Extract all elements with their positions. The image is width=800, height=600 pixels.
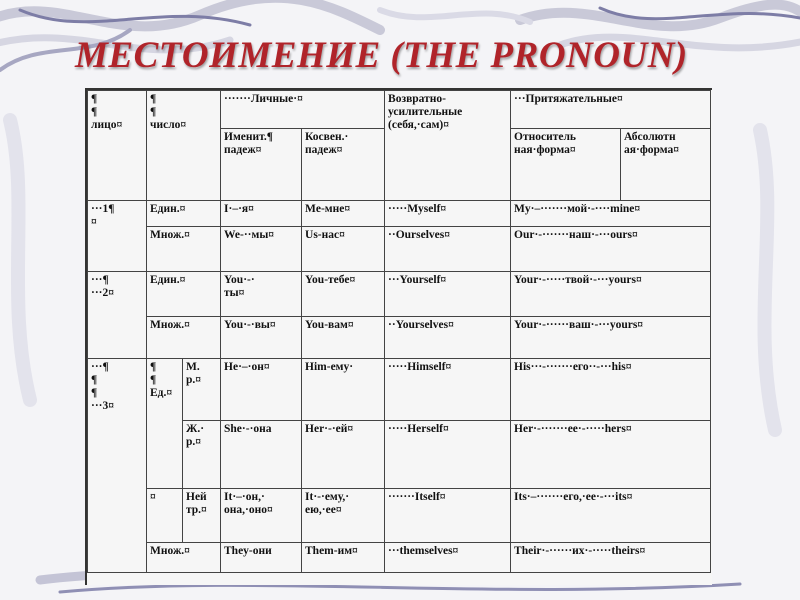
oblique-cell: You-тебе¤ [302, 272, 385, 317]
header-possessive: ···Притяжательные¤ [511, 91, 711, 129]
table-row [88, 543, 711, 573]
oblique-cell: Us-нас¤ [302, 227, 385, 272]
header-face: ¶ ¶ лицо¤ [88, 91, 147, 201]
possessive-cell: Our·-·······наш·-···ours¤ [511, 227, 711, 272]
number-cell: Един.¤ [147, 272, 221, 317]
number-cell-blank: ¤ [147, 489, 183, 543]
person-label-2: ···¶ ···2¤ [88, 272, 147, 359]
number-cell-singular-3: ¶ ¶ Ед.¤ [147, 359, 183, 489]
header-number: ¶ ¶ число¤ [147, 91, 221, 201]
possessive-cell: Your·-······ваш·-···yours¤ [511, 317, 711, 359]
reflexive-cell: ···themselves¤ [385, 543, 511, 573]
reflexive-cell: ·····Himself¤ [385, 359, 511, 421]
table-row [88, 317, 711, 359]
nominative-cell: You·-·вы¤ [221, 317, 302, 359]
possessive-cell: Her·-·······ее·-·····hers¤ [511, 421, 711, 489]
nominative-cell: You·-· ты¤ [221, 272, 302, 317]
pronoun-table [87, 90, 711, 573]
reflexive-cell: ··Ourselves¤ [385, 227, 511, 272]
nominative-cell: They-они [221, 543, 302, 573]
slide-title: МЕСТОИМЕНИЕ (THE PRONOUN) [75, 35, 688, 76]
table-header-row [88, 91, 711, 129]
table-row [88, 201, 711, 227]
gender-cell-neuter: Ней тр.¤ [183, 489, 221, 543]
possessive-cell: My·–·······мой·-····mine¤ [511, 201, 711, 227]
oblique-cell: You-вам¤ [302, 317, 385, 359]
gender-cell-feminine: Ж.· р.¤ [183, 421, 221, 489]
table-row [88, 227, 711, 272]
nominative-cell: She·-·она [221, 421, 302, 489]
header-nominative: Именит.¶ падеж¤ [221, 129, 302, 201]
table-row [88, 489, 711, 543]
possessive-cell: His···-·······его··-···his¤ [511, 359, 711, 421]
reflexive-cell: ···Yourself¤ [385, 272, 511, 317]
number-cell: Един.¤ [147, 201, 221, 227]
possessive-cell: Their·-······их·-·····theirs¤ [511, 543, 711, 573]
possessive-cell: Its·–·······его,·ее·-···its¤ [511, 489, 711, 543]
possessive-cell: Your·-·····твой·-···yours¤ [511, 272, 711, 317]
person-label-3: ···¶ ¶ ¶ ···3¤ [88, 359, 147, 573]
nominative-cell: We-··мы¤ [221, 227, 302, 272]
oblique-cell: Her·-·ей¤ [302, 421, 385, 489]
oblique-cell: Them-им¤ [302, 543, 385, 573]
oblique-cell: Me-мне¤ [302, 201, 385, 227]
reflexive-cell: ··Yourselves¤ [385, 317, 511, 359]
gender-cell-masculine: М. р.¤ [183, 359, 221, 421]
pronoun-table-area [85, 88, 712, 585]
reflexive-cell: ·······Itself¤ [385, 489, 511, 543]
nominative-cell: I·–·я¤ [221, 201, 302, 227]
table-row [88, 359, 711, 421]
reflexive-cell: ·····Myself¤ [385, 201, 511, 227]
header-oblique: Косвен.· падеж¤ [302, 129, 385, 201]
table-row [88, 272, 711, 317]
number-cell: Множ.¤ [147, 227, 221, 272]
nominative-cell: It·–·он,· она,·оно¤ [221, 489, 302, 543]
nominative-cell: He·–·он¤ [221, 359, 302, 421]
header-personal: ·······Личные·¤ [221, 91, 385, 129]
header-relative-form: Относитель ная·форма¤ [511, 129, 621, 201]
oblique-cell: Him-ему· [302, 359, 385, 421]
reflexive-cell: ·····Herself¤ [385, 421, 511, 489]
number-cell: Множ.¤ [147, 317, 221, 359]
person-label-1: ···1¶ ¤ [88, 201, 147, 272]
number-cell: Множ.¤ [147, 543, 221, 573]
oblique-cell: It·-·ему,· ею,·ее¤ [302, 489, 385, 543]
header-absolute-form: Абсолютн ая·форма¤ [621, 129, 711, 201]
header-reflexive: Возвратно- усилительные (себя,·сам)¤ [385, 91, 511, 201]
